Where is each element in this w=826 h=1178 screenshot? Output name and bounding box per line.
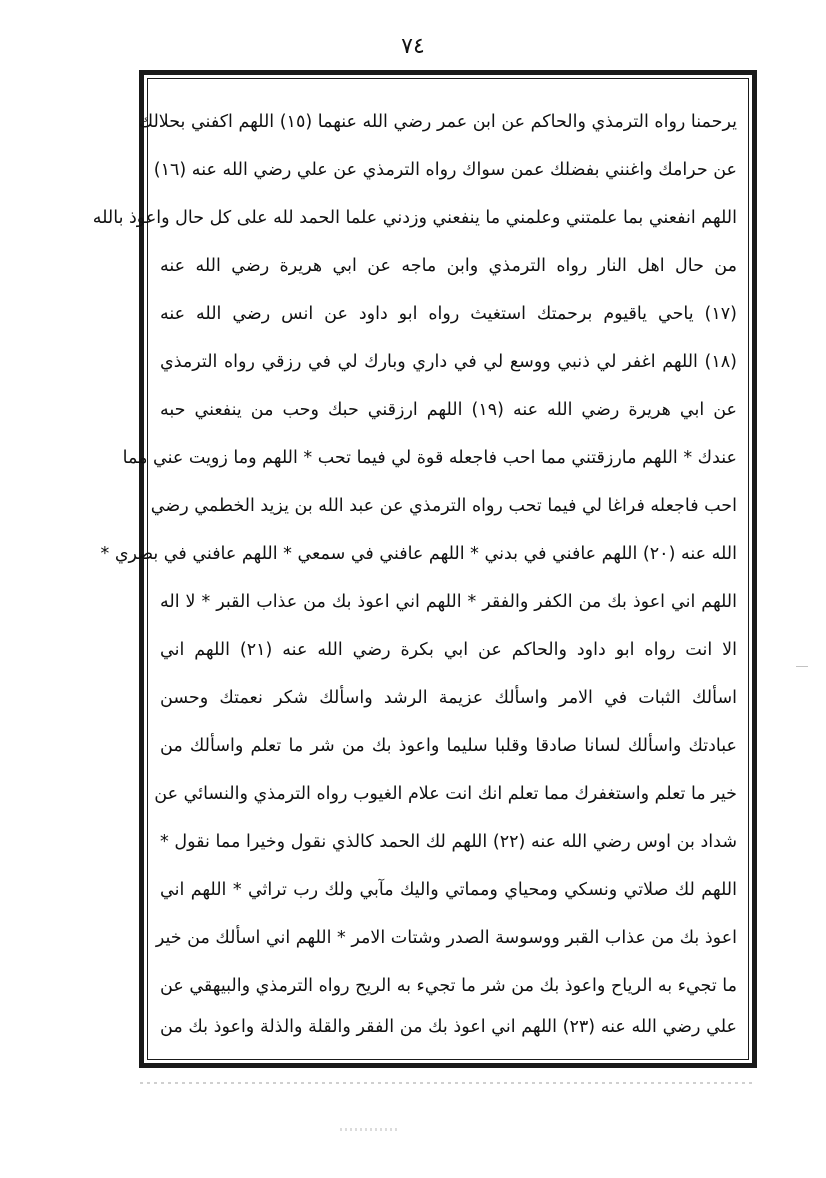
text-line: اللهم اني اعوذ بك من الكفر والفقر * اللهم اني اعوذ بك من عذاب القبر * لا اله xyxy=(160,592,737,612)
text-line: الا انت رواه ابو داود والحاكم عن ابي بكرة رضي الله عنه (٢١) اللهم اني xyxy=(160,640,737,660)
text-line: اعوذ بك من عذاب القبر ووسوسة الصدر وشتات الامر * اللهم اني اسألك من خير xyxy=(155,928,737,948)
text-line: ما تجيء به الرياح واعوذ بك من شر ما تجيء به الريح رواه الترمذي والبيهقي عن xyxy=(160,976,737,996)
text-line: من حال اهل النار رواه الترمذي وابن ماجه عن ابي هريرة رضي الله عنه xyxy=(160,256,737,276)
text-line: احب فاجعله فراغا لي فيما تحب رواه الترمذي عن عبد الله بن يزيد الخطمي رضي xyxy=(150,496,737,516)
text-line: عن حرامك واغنني بفضلك عمن سواك رواه الترمذي عن علي رضي الله عنه (١٦) xyxy=(153,160,737,180)
body-text xyxy=(92,96,737,1054)
text-line: يرحمنا رواه الترمذي والحاكم عن ابن عمر رضي الله عنهما (١٥) اللهم اكفني بحلالك xyxy=(138,112,737,132)
text-line: اللهم انفعني بما علمتني وعلمني ما ينفعني وزدني علما الحمد لله على كل حال واعوذ بالله xyxy=(92,208,737,228)
scan-artifact xyxy=(140,1082,756,1084)
scan-artifact xyxy=(340,1128,400,1131)
text-line: عبادتك واسألك لسانا صادقا وقلبا سليما واعوذ بك من شر ما تعلم واسألك من xyxy=(160,736,737,756)
text-line: شداد بن اوس رضي الله عنه (٢٢) اللهم لك الحمد كالذي نقول وخيرا مما نقول * xyxy=(160,832,737,852)
text-line: خير ما تعلم واستغفرك مما تعلم انك انت علام الغيوب رواه الترمذي والنسائي عن xyxy=(154,784,737,804)
text-line: اللهم لك صلاتي ونسكي ومحياي ومماتي واليك مآبي ولك رب تراثي * اللهم اني xyxy=(160,880,737,900)
text-line: علي رضي الله عنه (٢٣) اللهم اني اعوذ بك من الفقر والقلة والذلة واعوذ بك من xyxy=(160,1017,737,1037)
text-line: عن ابي هريرة رضي الله عنه (١٩) اللهم ارزقني حبك وحب من ينفعني حبه xyxy=(160,400,737,420)
text-line: (١٧) ياحي ياقيوم برحمتك استغيث رواه ابو داود عن انس رضي الله عنه xyxy=(160,304,737,324)
scan-artifact xyxy=(796,666,808,679)
page-number: ٧٤ xyxy=(401,34,425,59)
text-line: اسألك الثبات في الامر واسألك عزيمة الرشد واسألك شكر نعمتك وحسن xyxy=(160,688,737,708)
text-line: الله عنه (٢٠) اللهم عافني في بدني * اللهم عافني في سمعي * اللهم عافني في بصري * xyxy=(100,544,737,564)
text-line: (١٨) اللهم اغفر لي ذنبي ووسع لي في داري وبارك لي في رزقي رواه الترمذي xyxy=(160,352,737,372)
text-line: عندك * اللهم مارزقتني مما احب فاجعله قوة لي فيما تحب * اللهم وما زويت عني مما xyxy=(122,448,737,468)
